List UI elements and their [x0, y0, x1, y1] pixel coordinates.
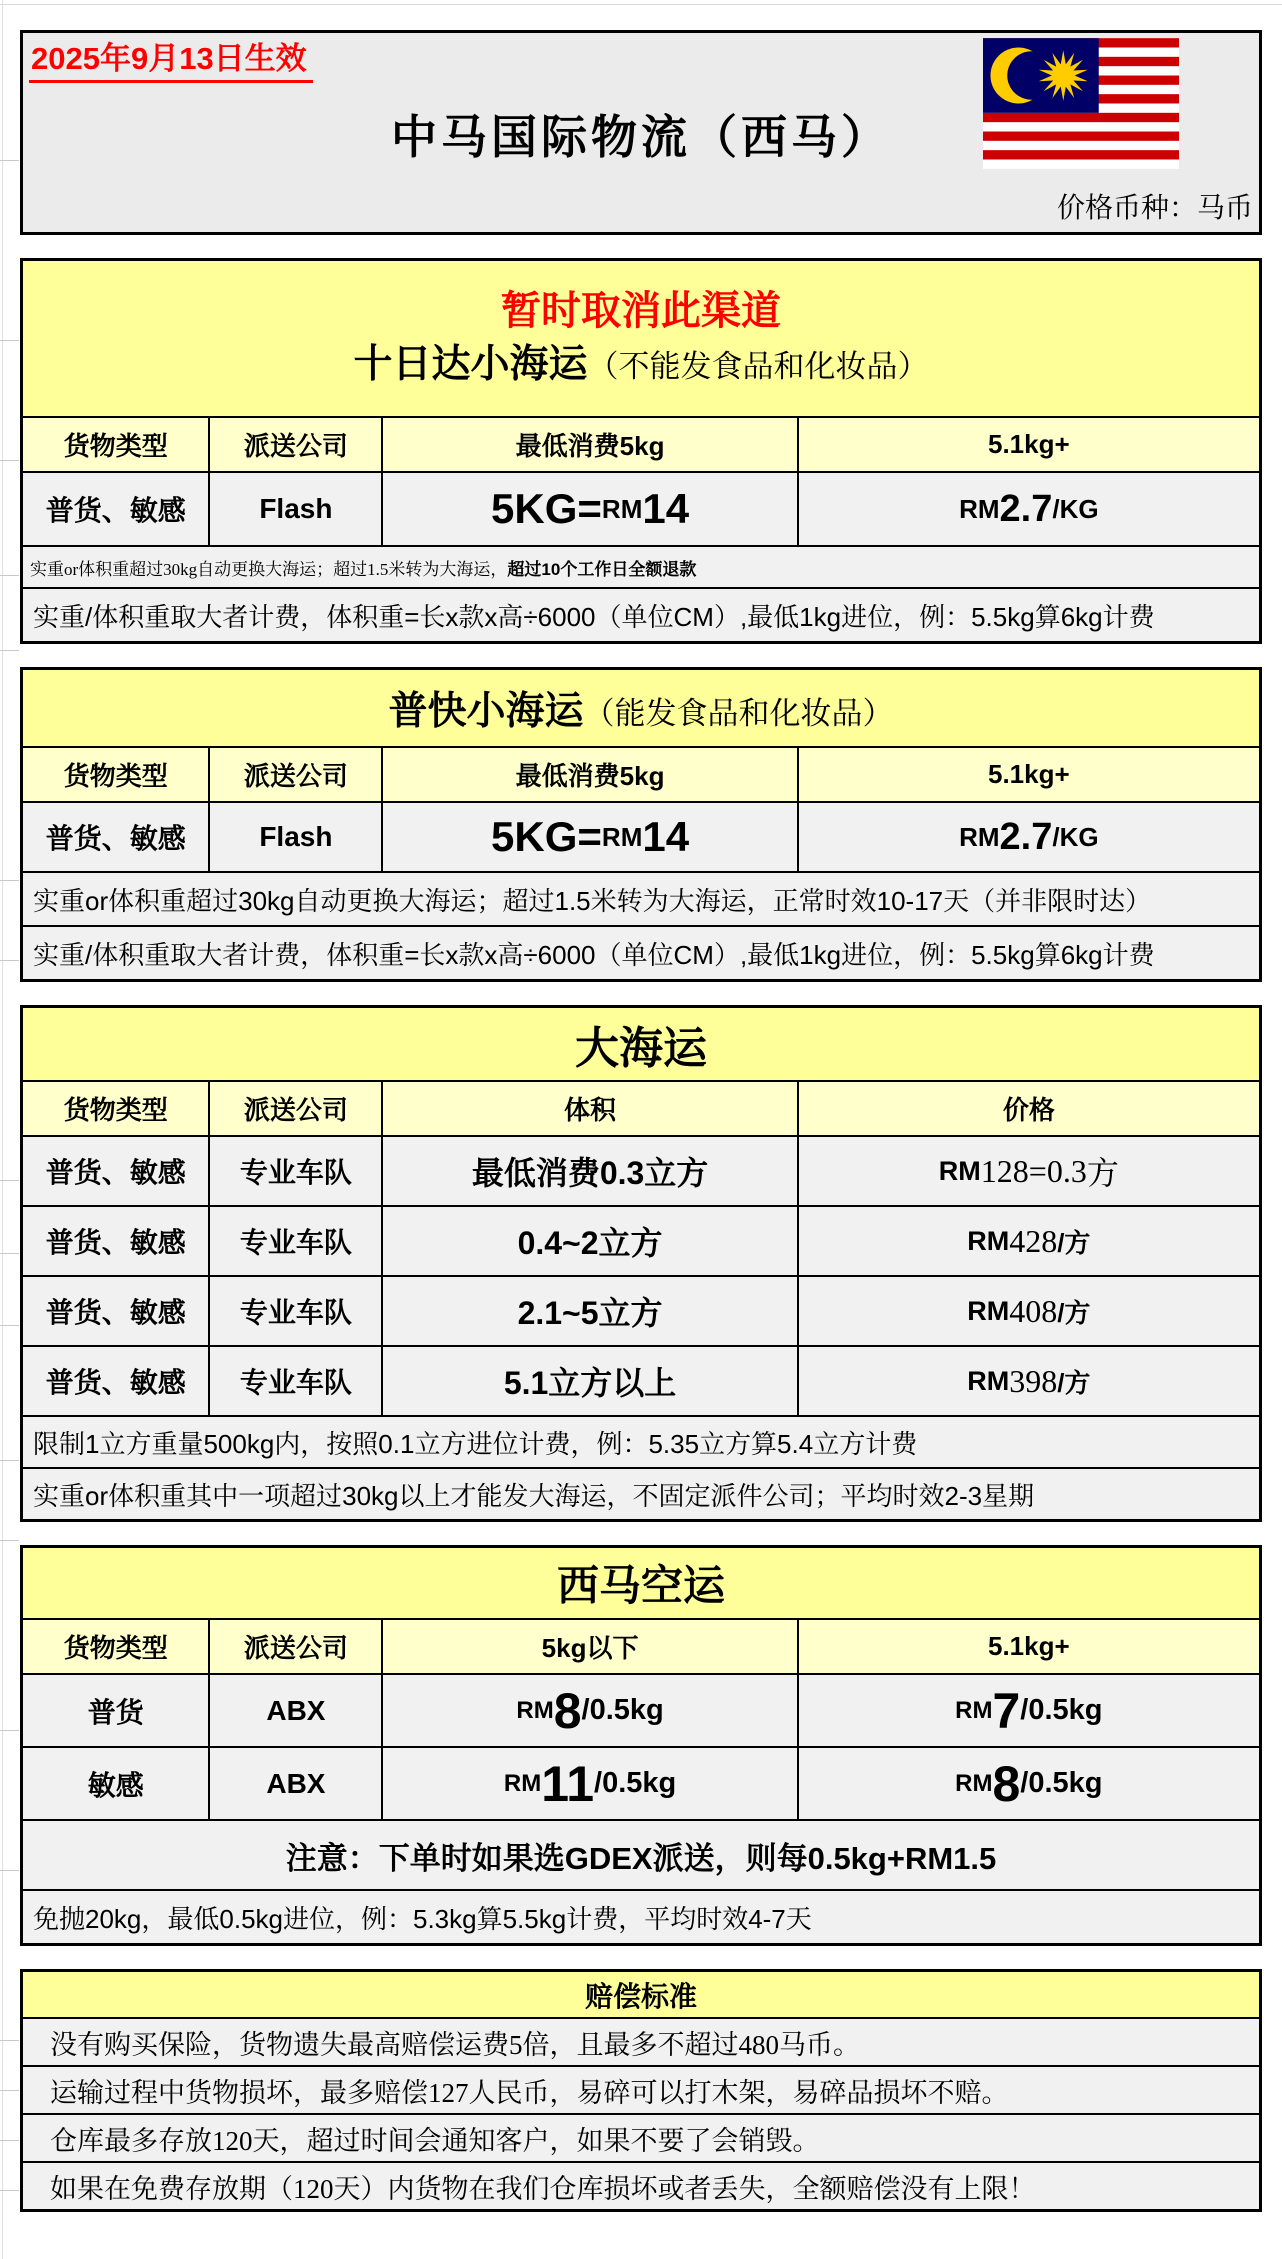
- col-header-courier: 派送公司: [208, 1620, 381, 1673]
- price-cell: [797, 1137, 1259, 1205]
- col-header-courier: 派送公司: [208, 1082, 381, 1135]
- volume-cell: 5.1立方以上: [381, 1347, 796, 1415]
- col-header-over-5kg: 5.1kg+: [797, 418, 1259, 471]
- price-base: 5KG=: [491, 813, 602, 860]
- table4-header-row: [23, 1618, 1259, 1673]
- top-gridline: [0, 4, 1282, 5]
- col-header-over-5kg: 5.1kg+: [797, 1620, 1259, 1673]
- price-cell: [797, 1277, 1259, 1345]
- note-text: 实重or体积重超过30kg自动更换大海运；超过1.5米转为大海运，: [30, 559, 508, 579]
- compensation-rule-4: 如果在免费存放期（120天）内货物在我们仓库损坏或者丢失，全额赔偿没有上限！: [23, 2161, 1259, 2209]
- base-price-cell: [381, 803, 796, 871]
- price-cell: [797, 1207, 1259, 1275]
- price-amount: 11: [541, 1755, 595, 1812]
- base-price-cell: [381, 473, 796, 545]
- table-regular-small-sea: [20, 667, 1262, 982]
- table3-row-2: [23, 1205, 1259, 1275]
- col-header-cargo-type: 货物类型: [63, 1095, 168, 1125]
- table-big-sea: [20, 1005, 1262, 1522]
- courier-cell: ABX: [208, 1675, 381, 1746]
- table4-title-band: [23, 1548, 1259, 1618]
- table-compensation-standard: [20, 1969, 1262, 2212]
- rate-amount: 2.7: [999, 815, 1053, 858]
- courier-cell: 专业车队: [208, 1207, 381, 1275]
- cargo-type-cell: 普货、敏感: [45, 1227, 186, 1258]
- courier-cell: Flash: [208, 473, 381, 545]
- table3-row-3: [23, 1275, 1259, 1345]
- col-header-min-spend: 最低消费5kg: [381, 748, 796, 801]
- table5-title-band: [23, 1972, 1259, 2017]
- price-currency: RM: [967, 1225, 1010, 1256]
- col-header-over-5kg: 5.1kg+: [797, 748, 1259, 801]
- table1-data-row: [23, 471, 1259, 545]
- compensation-rule-3: 仓库最多存放120天，超过时间会通知客户，如果不要了会销毁。: [23, 2113, 1259, 2161]
- price-unit: /0.5kg: [581, 1694, 664, 1726]
- table2-header-row: [23, 746, 1259, 801]
- cargo-type-cell: 敏感: [87, 1769, 144, 1801]
- compensation-rule-2: 运输过程中货物损坏，最多赔偿127人民币，易碎可以打木架，易碎品损坏不赔。: [23, 2065, 1259, 2113]
- price-unit: /方: [1057, 1227, 1091, 1258]
- price-sheet: [20, 30, 1262, 2212]
- table3-note-2: 实重or体积重其中一项超过30kg以上才能发大海运，不固定派件公司；平均时效2-3星期: [23, 1467, 1259, 1519]
- table5-title: 赔偿标准: [584, 1980, 697, 2012]
- courier-cell: 专业车队: [208, 1347, 381, 1415]
- price-amount: 128=0.3: [980, 1152, 1087, 1189]
- table5-title-line: [23, 1975, 1259, 2015]
- rate-currency: RM: [959, 493, 1000, 524]
- price-over-5kg-cell: [797, 1748, 1259, 1819]
- price-currency: RM: [601, 821, 643, 852]
- channel-cancelled-banner: 暂时取消此渠道: [501, 288, 781, 333]
- cargo-type-cell: 普货、敏感: [45, 1157, 186, 1188]
- price-currency: RM: [955, 1769, 993, 1797]
- courier-cell: 专业车队: [208, 1277, 381, 1345]
- table4-title: 西马空运: [556, 1562, 725, 1609]
- price-unit: /方: [1057, 1367, 1091, 1398]
- col-header-cargo-type: 货物类型: [63, 761, 168, 791]
- volume-cell: 2.1~5立方: [381, 1277, 796, 1345]
- table3-title-band: [23, 1008, 1259, 1080]
- table1-subtitle: （不能发食品和化妆品）: [587, 348, 929, 384]
- volume-cell: 最低消费0.3立方: [381, 1137, 796, 1205]
- cargo-type-cell: 普货、敏感: [45, 1367, 186, 1398]
- col-header-courier: 派送公司: [208, 748, 381, 801]
- price-base: 5KG=: [491, 485, 602, 532]
- price-over-5kg-cell: [797, 1675, 1259, 1746]
- col-header-courier: 派送公司: [208, 418, 381, 471]
- price-under-5kg-cell: [381, 1748, 796, 1819]
- table1-header-row: [23, 416, 1259, 471]
- courier-cell: 专业车队: [208, 1137, 381, 1205]
- cargo-type-cell: 普货、敏感: [45, 823, 186, 854]
- price-currency: RM: [601, 493, 643, 524]
- compensation-rule-1: 没有购买保险，货物遗失最高赔偿运费5倍，且最多不超过480马币。: [23, 2017, 1259, 2065]
- table3-title-line: [23, 1012, 1259, 1076]
- page-title: 中马国际物流（西马）: [391, 112, 891, 163]
- cargo-type-cell: 普货、敏感: [45, 495, 186, 526]
- table4-row-sensitive: [23, 1746, 1259, 1819]
- table3-note-1: 限制1立方重量500kg内，按照0.1立方进位计费，例：5.35立方算5.4立方计费: [23, 1415, 1259, 1467]
- table2-title-band: [23, 670, 1259, 746]
- price-amount: 408: [1009, 1292, 1058, 1329]
- table2-note-1: 实重or体积重超过30kg自动更换大海运；超过1.5米转为大海运，正常时效10-17天（并非限时达）: [23, 871, 1259, 925]
- col-header-volume: 体积: [381, 1082, 796, 1135]
- price-unit: /0.5kg: [594, 1767, 677, 1799]
- table1-title-line: [23, 333, 1259, 389]
- volume-cell: 0.4~2立方: [381, 1207, 796, 1275]
- table2-note-2: 实重/体积重取大者计费，体积重=长x款x高÷6000（单位CM）,最低1kg进位，例：5.5kg算6kg计费: [23, 925, 1259, 979]
- price-currency: RM: [938, 1155, 981, 1186]
- price-amount: 398: [1009, 1362, 1058, 1399]
- price-cell: [797, 1347, 1259, 1415]
- price-unit: /方: [1057, 1297, 1091, 1328]
- malaysia-flag-icon: [983, 38, 1179, 169]
- col-header-min-spend: 最低消费5kg: [381, 418, 796, 471]
- cargo-type-cell: 普货: [87, 1696, 144, 1728]
- table2-data-row: [23, 801, 1259, 871]
- table-ten-day-small-sea: [20, 258, 1262, 644]
- rate-unit: /KG: [1052, 493, 1099, 524]
- rate-currency: RM: [959, 821, 1000, 852]
- table2-title: 普快小海运: [388, 690, 584, 733]
- table2-title-line: [23, 680, 1259, 736]
- table1-note-1: [23, 545, 1259, 587]
- price-amount: 8: [992, 1755, 1021, 1812]
- price-amount: 14: [642, 813, 690, 860]
- courier-cell: Flash: [208, 803, 381, 871]
- price-currency: RM: [503, 1769, 542, 1797]
- note-text-bold: 超过10个工作日全额退款: [507, 559, 697, 579]
- price-under-5kg-cell: [381, 1675, 796, 1746]
- table3-title: 大海运: [575, 1024, 707, 1073]
- col-header-cargo-type: 货物类型: [63, 431, 168, 461]
- table4-title-line: [23, 1553, 1259, 1613]
- table1-title: 十日达小海运: [353, 342, 588, 386]
- currency-label: 价格币种：马币: [1056, 193, 1253, 224]
- price-currency: RM: [967, 1295, 1010, 1326]
- col-header-price: 价格: [797, 1082, 1259, 1135]
- rate-cell: [797, 473, 1259, 545]
- price-unit: 方: [1086, 1155, 1119, 1191]
- price-amount: 428: [1009, 1222, 1058, 1259]
- table4-row-general: [23, 1673, 1259, 1746]
- table2-subtitle: （能发食品和化妆品）: [583, 696, 894, 731]
- header-box: [20, 30, 1262, 235]
- price-amount: 8: [553, 1682, 582, 1739]
- courier-cell: ABX: [208, 1748, 381, 1819]
- table1-note-2: 实重/体积重取大者计费，体积重=长x款x高÷6000（单位CM）,最低1kg进位，例：5.5kg算6kg计费: [23, 587, 1259, 641]
- price-currency: RM: [967, 1365, 1010, 1396]
- table3-row-1: [23, 1135, 1259, 1205]
- table3-header-row: [23, 1080, 1259, 1135]
- rate-amount: 2.7: [999, 487, 1053, 530]
- table-west-malaysia-air: [20, 1545, 1262, 1946]
- price-unit: /0.5kg: [1020, 1694, 1103, 1726]
- price-currency: RM: [516, 1696, 554, 1724]
- effective-date: 2025年9月13日生效: [29, 41, 313, 83]
- table1-title-band: [23, 261, 1259, 416]
- price-amount: 7: [992, 1682, 1021, 1739]
- table4-gdex-note: 注意：下单时如果选GDEX派送，则每0.5kg+RM1.5: [23, 1819, 1259, 1889]
- rate-cell: [797, 803, 1259, 871]
- price-amount: 14: [642, 485, 690, 532]
- cargo-type-cell: 普货、敏感: [45, 1297, 186, 1328]
- rate-unit: /KG: [1052, 821, 1099, 852]
- table3-row-4: [23, 1345, 1259, 1415]
- price-unit: /0.5kg: [1020, 1767, 1103, 1799]
- col-header-under-5kg: 5kg以下: [381, 1620, 796, 1673]
- col-header-cargo-type: 货物类型: [63, 1633, 168, 1663]
- left-gridline: [2, 0, 3, 2259]
- price-currency: RM: [955, 1696, 993, 1724]
- table4-note: 免抛20kg，最低0.5kg进位，例：5.3kg算5.5kg计费，平均时效4-7天: [23, 1889, 1259, 1943]
